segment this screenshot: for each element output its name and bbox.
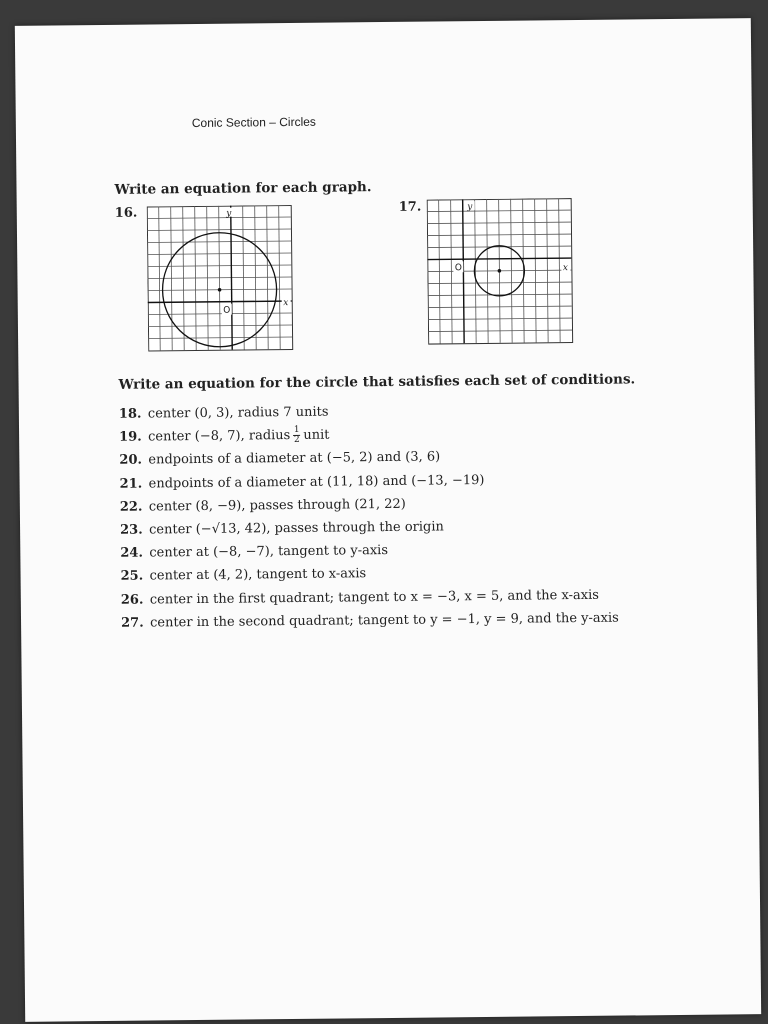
problem-number: 27.: [120, 615, 144, 631]
origin-label-17: O: [454, 263, 462, 274]
problem-text: center (8, −9), passes through (21, 22): [148, 496, 406, 515]
fraction-denominator: 2: [293, 435, 300, 446]
problem-text: center (−8, 7), radius: [148, 428, 291, 445]
section-heading-graphs: Write an equation for each graph.: [114, 179, 372, 198]
problem-27: [121, 606, 661, 635]
problem-number: 26.: [120, 592, 144, 608]
problem-text: center (0, 3), radius 7 units: [147, 404, 329, 422]
problem-text: center at (4, 2), tangent to x-axis: [149, 566, 367, 584]
problem-number-17: 17.: [398, 199, 422, 215]
problem-text: endpoints of a diameter at (11, 18) and (−13, −19): [148, 472, 485, 492]
problem-number: 24.: [120, 545, 144, 562]
origin-label-16: O: [223, 305, 231, 316]
problem-list: [119, 397, 661, 635]
fraction-one-half: [293, 426, 300, 445]
problem-number: 25.: [120, 568, 144, 585]
graph-17: [427, 198, 577, 350]
problem-text: center (−√13, 42), passes through the origin: [149, 519, 444, 538]
problem-number-16: 16.: [114, 205, 138, 221]
problem-number: 21.: [119, 476, 143, 492]
problem-text: endpoints of a diameter at (−5, 2) and (3, 6): [148, 449, 441, 468]
problem-number: 18.: [118, 406, 142, 422]
problem-text: center at (−8, −7), tangent to y-axis: [149, 543, 389, 561]
worksheet-page: [15, 18, 761, 1022]
section-heading-conditions: Write an equation for the circle that satisfies each set of conditions.: [118, 371, 636, 393]
page-title: Conic Section – Circles: [191, 114, 316, 131]
y-axis-label-17: y: [467, 202, 473, 213]
problem-number: 20.: [119, 453, 143, 469]
problem-text: center in the first quadrant; tangent to x = −3, x = 5, and the x-axis: [149, 587, 599, 608]
problem-text-unit: unit: [303, 427, 330, 444]
x-axis-label-17: x: [562, 263, 568, 274]
x-axis-label-16: x: [283, 298, 289, 309]
y-axis-label-16: y: [226, 208, 232, 219]
graph-16: [147, 205, 297, 357]
problem-number: 23.: [120, 522, 143, 538]
problem-text: center in the second quadrant; tangent to y = −1, y = 9, and the y-axis: [149, 610, 619, 631]
problem-number: 22.: [119, 499, 143, 515]
problem-number: 19.: [119, 429, 142, 446]
fraction-numerator: 1: [293, 425, 300, 436]
